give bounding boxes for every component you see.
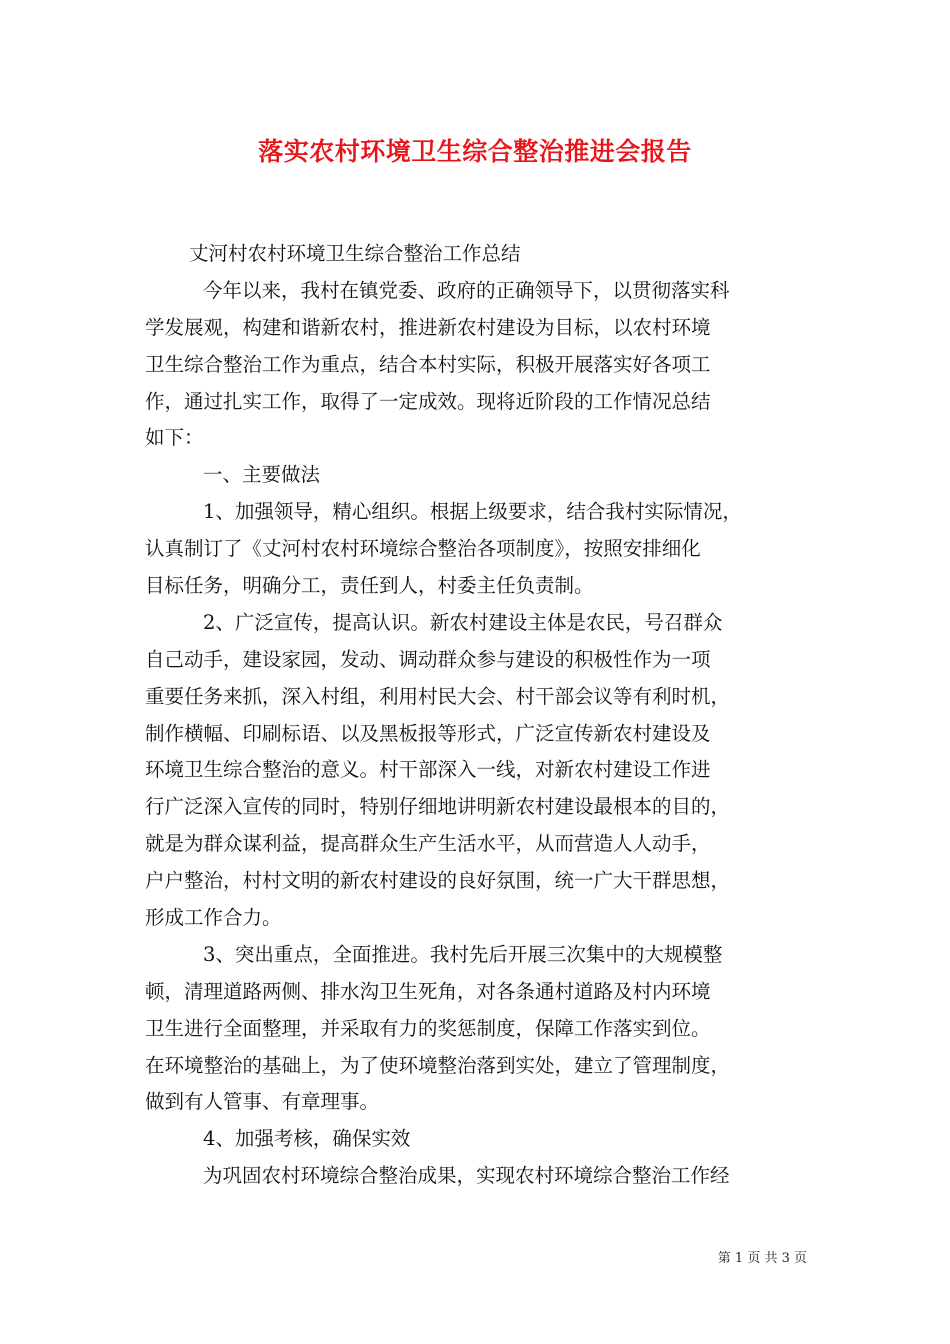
body-line: 行广泛深入宣传的同时，特别仔细地讲明新农村建设最根本的目的，	[145, 795, 731, 819]
body-line: 形成工作合力。	[145, 906, 282, 930]
body-line: 2、广泛宣传，提高认识。新农村建设主体是农民，号召群众	[203, 610, 723, 634]
body-line: 作，通过扎实工作，取得了一定成效。现将近阶段的工作情况总结	[145, 389, 711, 413]
body-line: 目标任务，明确分工，责任到人，村委主任负责制。	[145, 574, 594, 598]
body-line: 今年以来，我村在镇党委、政府的正确领导下，以贯彻落实科	[203, 278, 730, 302]
body-line: 4、加强考核，确保实效	[203, 1127, 411, 1151]
body-line: 如下：	[145, 426, 204, 450]
document-title: 落实农村环境卫生综合整治推进会报告	[258, 137, 692, 166]
body-line: 学发展观，构建和谐新农村，推进新农村建设为目标，以农村环境	[145, 315, 711, 339]
body-line: 做到有人管事、有章理事。	[145, 1090, 380, 1114]
body-line: 卫生综合整治工作为重点，结合本村实际，积极开展落实好各项工	[145, 352, 711, 376]
body-line: 为巩固农村环境综合整治成果，实现农村环境综合整治工作经	[203, 1164, 730, 1188]
body-line: 顿，清理道路两侧、排水沟卫生死角，对各条通村道路及村内环境	[145, 979, 711, 1003]
body-line: 3、突出重点，全面推进。我村先后开展三次集中的大规模整	[203, 942, 723, 966]
body-line: 丈河村农村环境卫生综合整治工作总结	[189, 242, 521, 265]
body-line: 一、主要做法	[203, 463, 321, 487]
body-line: 环境卫生综合整治的意义。村干部深入一线，对新农村建设工作进	[145, 758, 711, 782]
body-line: 户户整治，村村文明的新农村建设的良好氛围，统一广大干群思想，	[145, 869, 731, 893]
body-line: 认真制订了《丈河村农村环境综合整治各项制度》，按照安排细化	[145, 537, 701, 561]
body-line: 重要任务来抓，深入村组，利用村民大会、村干部会议等有利时机，	[145, 684, 731, 708]
body-line: 1、加强领导，精心组织。根据上级要求，结合我村实际情况，	[203, 500, 742, 524]
body-line: 在环境整治的基础上，为了使环境整治落到实处，建立了管理制度，	[145, 1053, 731, 1077]
page-number: 第 1 页 共 3 页	[717, 1251, 807, 1266]
body-line: 卫生进行全面整理，并采取有力的奖惩制度，保障工作落实到位。	[145, 1016, 711, 1040]
body-line: 自己动手，建设家园，发动、调动群众参与建设的积极性作为一项	[145, 647, 711, 671]
document-body	[145, 236, 810, 1195]
body-line: 就是为群众谋利益，提高群众生产生活水平，从而营造人人动手，	[145, 832, 711, 856]
body-line: 制作横幅、印刷标语、以及黑板报等形式，广泛宣传新农村建设及	[145, 721, 711, 745]
